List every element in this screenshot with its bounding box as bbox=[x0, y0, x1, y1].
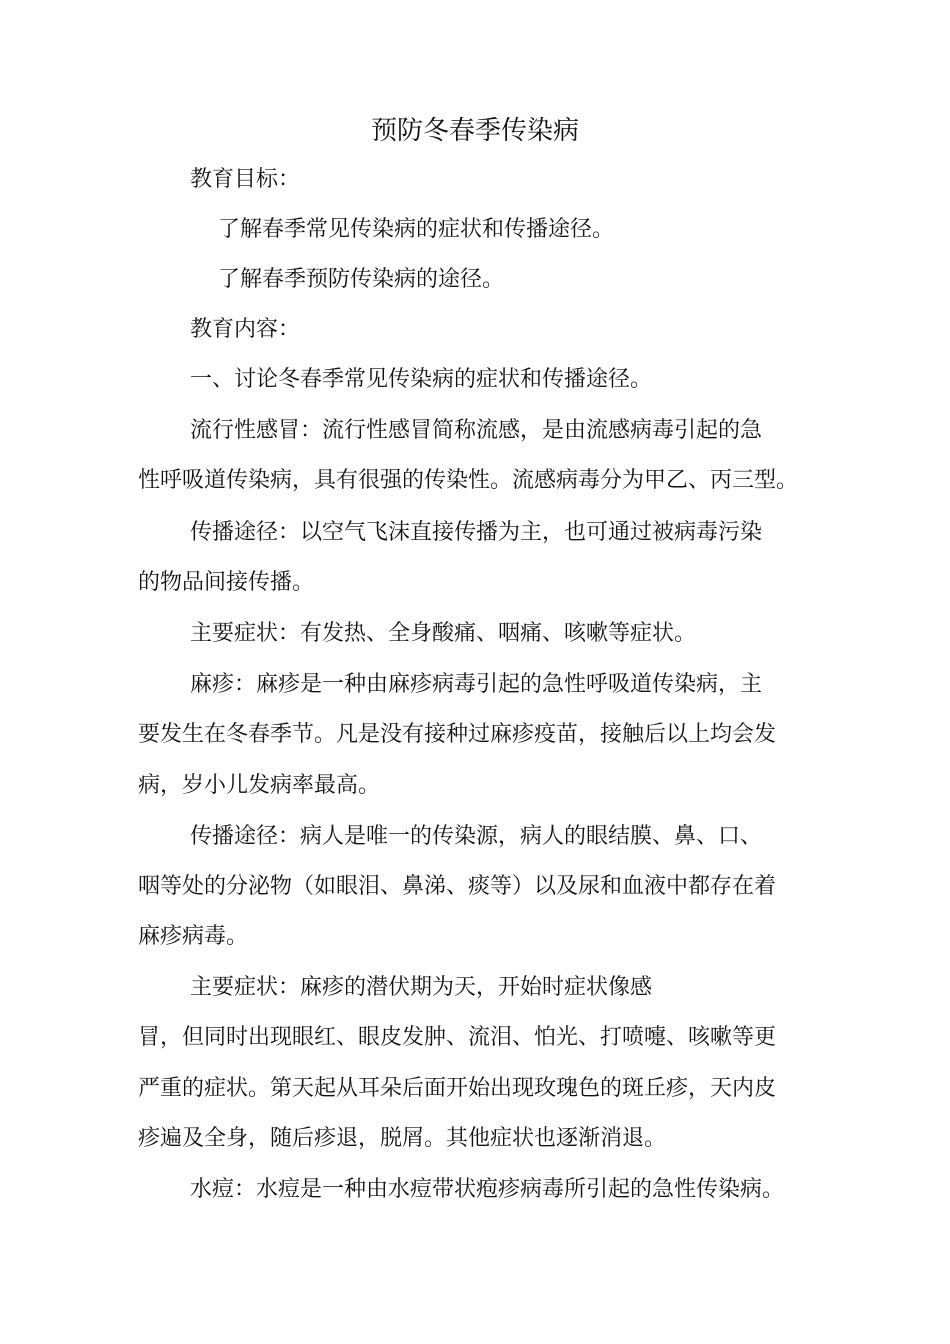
paragraph-line: 传播途径：以空气飞沫直接传播为主，也可通过被病毒污染 bbox=[190, 520, 763, 545]
paragraph-line: 主要症状：麻疹的潜伏期为天，开始时症状像感 bbox=[190, 975, 653, 1000]
section-heading-goals: 教育目标： bbox=[190, 167, 301, 192]
paragraph-line: 传播途径：病人是唯一的传染源，病人的眼结膜、鼻、口、 bbox=[190, 824, 763, 849]
paragraph-line: 主要症状：有发热、全身酸痛、咽痛、咳嗽等症状。 bbox=[190, 621, 697, 646]
content-heading-1: 一、讨论冬春季常见传染病的症状和传播途径。 bbox=[190, 367, 653, 392]
goal-item-2: 了解春季预防传染病的途径。 bbox=[218, 267, 505, 292]
paragraph-line: 流行性感冒：流行性感冒简称流感，是由流感病毒引起的急 bbox=[190, 418, 763, 443]
document-title: 预防冬春季传染病 bbox=[370, 116, 579, 146]
paragraph-line: 严重的症状。第天起从耳朵后面开始出现玫瑰色的斑丘疹，天内皮 bbox=[138, 1076, 777, 1101]
paragraph-line: 麻疹病毒。 bbox=[138, 924, 249, 949]
paragraph-line: 疹遍及全身，随后疹退，脱屑。其他症状也逐渐消退。 bbox=[138, 1126, 667, 1151]
paragraph-line: 性呼吸道传染病，具有很强的传染性。流感病毒分为甲乙、丙三型。 bbox=[138, 468, 799, 493]
goal-item-1: 了解春季常见传染病的症状和传播途径。 bbox=[218, 217, 615, 242]
paragraph-line: 要发生在冬春季节。凡是没有接种过麻疹疫苗，接触后以上均会发 bbox=[138, 722, 777, 747]
paragraph-line: 的物品间接传播。 bbox=[138, 570, 315, 595]
paragraph-line: 咽等处的分泌物（如眼泪、鼻涕、痰等）以及尿和血液中都存在着 bbox=[138, 874, 777, 899]
paragraph-line: 麻疹：麻疹是一种由麻疹病毒引起的急性呼吸道传染病，主 bbox=[190, 672, 763, 697]
paragraph-line: 病，岁小儿发病率最高。 bbox=[138, 773, 381, 798]
section-heading-content: 教育内容： bbox=[190, 317, 301, 342]
paragraph-line: 水痘：水痘是一种由水痘带状疱疹病毒所引起的急性传染病。 bbox=[190, 1177, 785, 1202]
paragraph-line: 冒，但同时出现眼红、眼皮发肿、流泪、怕光、打喷嚏、咳嗽等更 bbox=[138, 1025, 777, 1050]
